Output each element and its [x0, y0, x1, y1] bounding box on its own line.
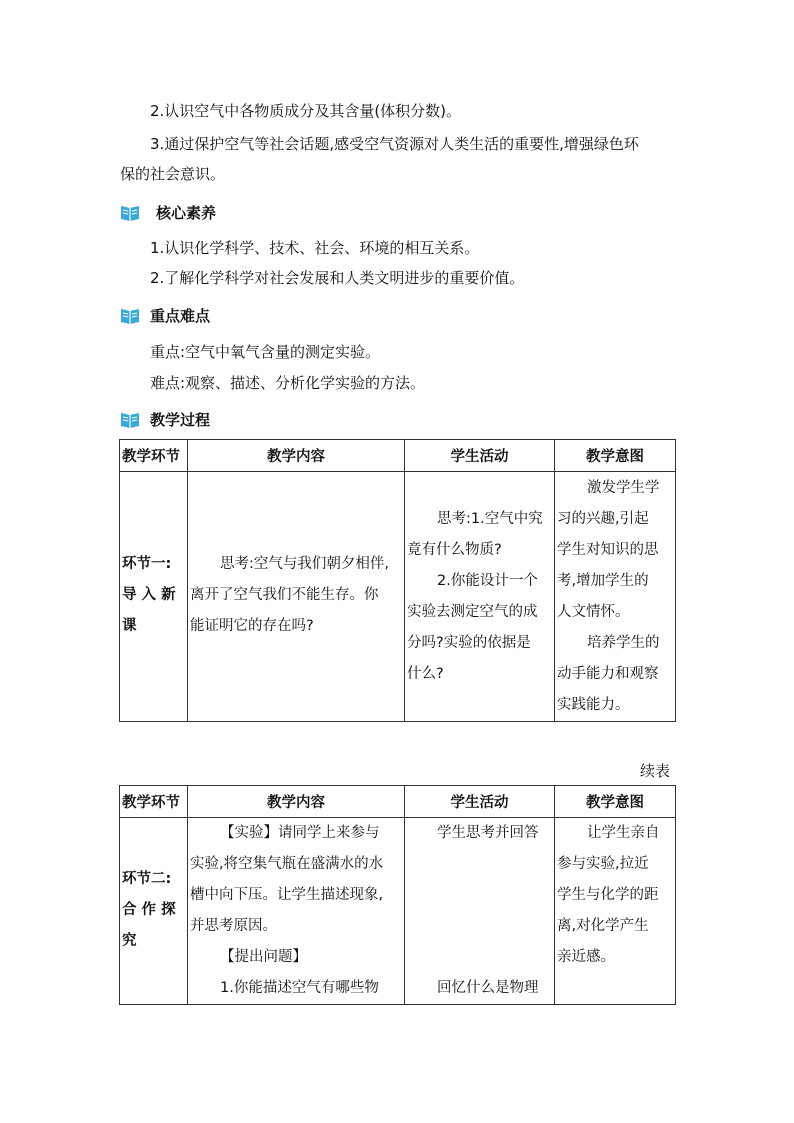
intent-line: 培养学生的	[587, 635, 660, 651]
continued-label: 续表	[640, 762, 671, 780]
section-title: 核心素养	[156, 203, 217, 222]
intent-line: 让学生亲自	[587, 825, 660, 841]
activity-line: 回忆什么是物理	[437, 980, 539, 996]
intent-cell	[555, 472, 676, 722]
stage-line: 合 作 探	[122, 902, 176, 918]
content-line: 1.你能描述空气有哪些物	[220, 980, 379, 996]
header-stage: 教学环节	[120, 440, 188, 472]
activity-spacer	[407, 849, 552, 880]
table-row	[120, 472, 676, 722]
intent-line: 学生对知识的思	[557, 542, 659, 558]
key-point: 重点:空气中氧气含量的测定实验。	[150, 343, 381, 361]
stage-line: 导 入 新	[122, 587, 176, 603]
header-activity: 学生活动	[405, 786, 555, 818]
header-content: 教学内容	[188, 440, 405, 472]
header-activity: 学生活动	[405, 440, 555, 472]
content-cell	[188, 818, 405, 1005]
activity-line: 分吗?实验的依据是	[407, 635, 531, 651]
activity-line: 实验去测定空气的成	[407, 604, 538, 620]
objective-2: 2.认识空气中各物质成分及其含量(体积分数)。	[150, 102, 462, 120]
intent-line: 考,增加学生的	[557, 573, 649, 589]
intent-line: 亲近感。	[557, 949, 615, 965]
activity-spacer	[407, 911, 552, 942]
stage-line: 环节二:	[122, 871, 172, 887]
section-heading-key	[120, 304, 210, 326]
header-content: 教学内容	[188, 786, 405, 818]
activity-line: 思考:1.空气中究	[437, 511, 543, 527]
section-title: 教学过程	[150, 410, 211, 429]
stage-line: 课	[122, 618, 137, 634]
activity-cell	[405, 818, 555, 1005]
content-line: 实验,将空集气瓶在盛满水的水	[190, 856, 384, 872]
intent-line: 动手能力和观察	[557, 666, 659, 682]
core-item-1: 1.认识化学科学、技术、社会、环境的相互关系。	[150, 239, 480, 257]
section-heading-core	[120, 201, 216, 223]
header-intent: 教学意图	[555, 786, 676, 818]
lesson-table-continued	[119, 785, 676, 1005]
activity-line: 什么?	[407, 666, 444, 682]
intent-line: 学生与化学的距	[557, 887, 659, 903]
content-line: 离开了空气我们不能生存。你	[190, 587, 379, 603]
intent-line: 习的兴趣,引起	[557, 511, 649, 527]
intent-line: 实践能力。	[557, 697, 630, 713]
stage-line: 究	[122, 933, 137, 949]
activity-line: 竟有什么物质?	[407, 542, 502, 558]
objective-3-cont: 保的社会意识。	[120, 165, 226, 183]
intent-line: 激发学生学	[587, 480, 660, 496]
table-header-row	[120, 440, 676, 472]
intent-cell	[555, 818, 676, 1005]
content-line: 【实验】请同学上来参与	[220, 825, 380, 841]
activity-spacer	[407, 880, 552, 911]
activity-spacer	[407, 942, 552, 973]
intent-line: 离,对化学产生	[557, 918, 649, 934]
book-icon	[120, 306, 140, 324]
stage-cell	[120, 818, 188, 1005]
content-cell	[188, 472, 405, 722]
activity-line: 学生思考并回答	[437, 825, 539, 841]
table-row	[120, 818, 676, 1005]
activity-line: 2.你能设计一个	[437, 573, 538, 589]
objective-3: 3.通过保护空气等社会话题,感受空气资源对人类生活的重要性,增强绿色环	[150, 135, 639, 153]
content-line: 并思考原因。	[190, 918, 277, 934]
intent-line: 人文情怀。	[557, 604, 630, 620]
content-line: 【提出问题】	[220, 949, 307, 965]
core-item-2: 2.了解化学科学对社会发展和人类文明进步的重要价值。	[150, 269, 525, 287]
content-line: 能证明它的存在吗?	[190, 618, 314, 634]
section-heading-process	[120, 408, 210, 430]
content-line: 槽中向下压。让学生描述现象,	[190, 887, 384, 903]
activity-cell	[405, 472, 555, 722]
intent-line: 参与实验,拉近	[557, 856, 649, 872]
book-icon	[120, 410, 140, 428]
header-stage: 教学环节	[120, 786, 188, 818]
content-line: 思考:空气与我们朝夕相伴,	[220, 556, 389, 572]
lesson-table	[119, 439, 676, 722]
header-intent: 教学意图	[555, 440, 676, 472]
difficult-point: 难点:观察、描述、分析化学实验的方法。	[150, 374, 426, 392]
book-icon	[120, 203, 140, 221]
table-header-row	[120, 786, 676, 818]
section-title: 重点难点	[150, 306, 211, 325]
stage-line: 环节一:	[122, 556, 172, 572]
stage-cell	[120, 472, 188, 722]
